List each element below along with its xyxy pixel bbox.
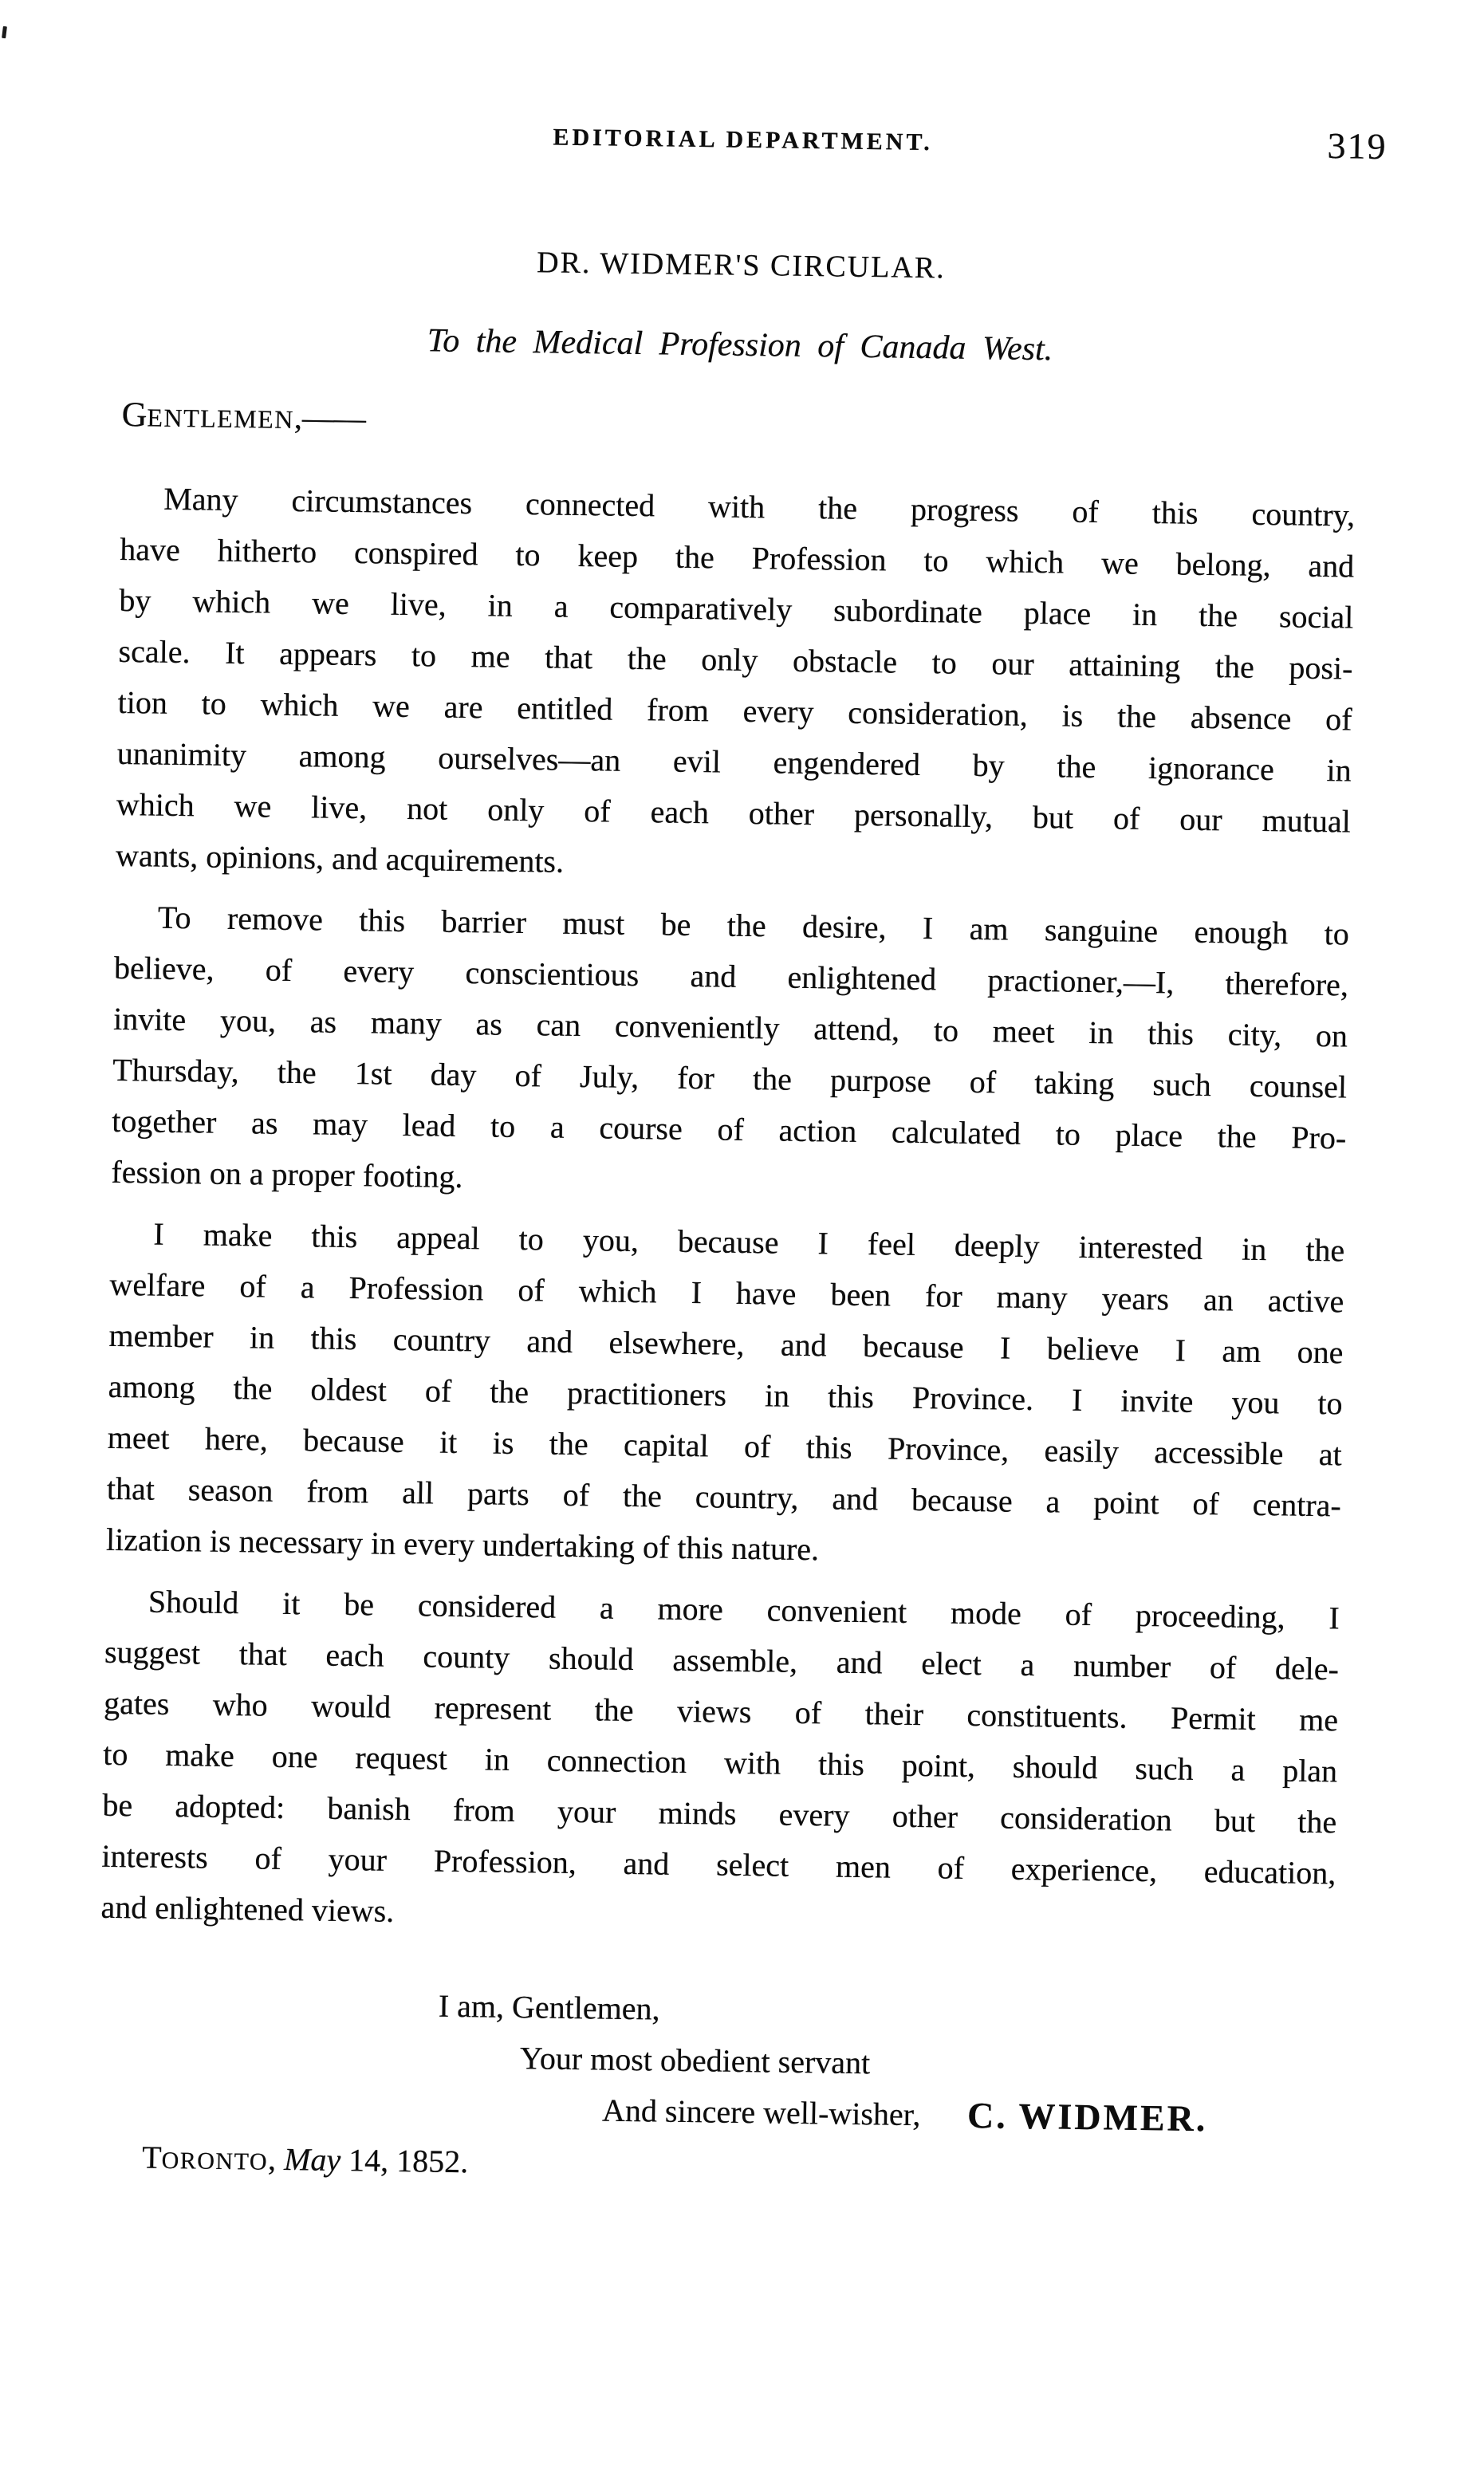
dateline-month: May: [283, 2141, 341, 2179]
greeting: [121, 389, 1356, 460]
text-line: I make this appeal to you, because I feel deeply interested in the: [153, 1215, 1345, 1269]
running-head: [125, 113, 1388, 167]
text-line: Thursday, the 1st day of July, for the purpose of taking such counsel: [112, 1051, 1348, 1105]
signature: C. WIDMER.: [966, 2094, 1208, 2140]
closing-line: Your most obedient servant: [519, 2040, 871, 2081]
text-line: interests of your Profession, and select men of experience, education,: [101, 1837, 1336, 1892]
text-line: believe, of every conscientious and enlightened practioner,—I, therefore,: [113, 949, 1349, 1003]
text-line: to make one request in connection with this point, should such a plan: [102, 1735, 1338, 1789]
dateline-place-initial: T: [141, 2139, 162, 2175]
text-line: scale. It appears to me that the only obstacle to our attaining the posi-: [118, 632, 1353, 687]
text-line: and enlightened views.: [100, 1888, 395, 1929]
scanned-page: [94, 113, 1388, 2443]
greeting-smallcaps: ENTLEMEN: [147, 403, 295, 434]
dateline: [142, 2132, 469, 2191]
text-line: Many circumstances connected with the progress of this country,: [163, 480, 1356, 533]
text-line: welfare of a Profession of which I have been for many years an active: [109, 1266, 1344, 1320]
text-line: gates who would represent the views of their constituents. Permit me: [103, 1684, 1339, 1738]
text-line: by which we live, in a comparatively subordinate place in the social: [119, 581, 1354, 636]
ink-speck: [2, 26, 7, 38]
text-line: have hitherto conspired to keep the Profession to which we belong, and: [120, 530, 1355, 585]
text-line: that season from all parts of the country, and because a point of centra-: [106, 1470, 1342, 1524]
dateline-separator: ,: [267, 2140, 285, 2178]
text-line: lization is necessary in every undertaking of this nature.: [105, 1521, 820, 1568]
paragraph-1: [116, 473, 1356, 899]
paragraph-3: [106, 1208, 1345, 1583]
text-line: together as may lead to a course of action calculated to place the Pro-: [112, 1102, 1347, 1156]
text-line: tion to which we are entitled from every consideration, is the absence of: [117, 683, 1352, 738]
dateline-date: 14, 1852.: [340, 2142, 469, 2180]
text-line: fession on a proper footing.: [111, 1153, 463, 1195]
greeting-punctuation: ,——: [293, 399, 367, 437]
text-line: wants, opinions, and acquirements.: [115, 837, 565, 880]
paragraph-4: [100, 1576, 1340, 1951]
text-line: suggest that each county should assemble, and elect a number of dele-: [104, 1633, 1340, 1687]
paragraph-2: [111, 892, 1349, 1215]
dateline-place-smallcaps: ORONTO: [161, 2147, 269, 2175]
article-title: DR. WIDMER'S CIRCULAR.: [536, 246, 946, 285]
text-line: among the oldest of the practitioners in this Province. I invite you to: [108, 1368, 1343, 1422]
text-line: Should it be considered a more convenient mode of proceeding, I: [148, 1583, 1340, 1636]
salutation-line: To the Medical Profession of Canada West.: [427, 322, 1053, 368]
text-line: be adopted: banish from your minds every other consideration but the: [102, 1786, 1337, 1840]
greeting-initial: G: [121, 394, 148, 435]
closing-line: And sincere well-wisher,: [601, 2092, 921, 2133]
page-number: 319: [1327, 125, 1388, 167]
text-line: To remove this barrier must be the desire, I am sanguine enough to: [157, 899, 1350, 952]
text-line: unanimity among ourselves—an evil engendered by the ignorance in: [116, 734, 1352, 789]
text-line: which we live, not only of each other personally, but of our mutual: [116, 785, 1352, 840]
text-line: invite you, as many as can conveniently attend, to meet in this city, on: [112, 1000, 1348, 1054]
text-line: meet here, because it is the capital of this Province, easily accessible at: [107, 1419, 1342, 1473]
closing-line: I am, Gentlemen,: [438, 1987, 660, 2027]
text-line: member in this country and elsewhere, and because I believe I am one: [108, 1317, 1344, 1371]
running-head-title: EDITORIAL DEPARTMENT.: [553, 124, 933, 156]
